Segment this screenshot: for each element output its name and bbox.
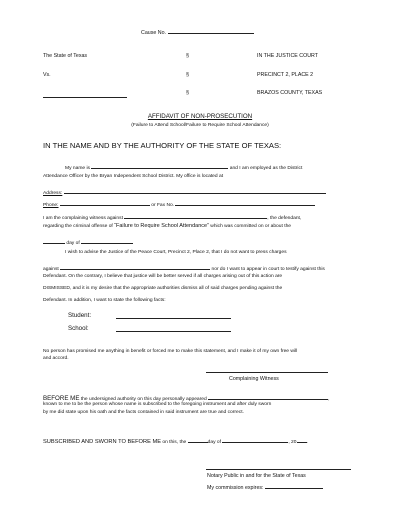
school-label: School:: [68, 325, 89, 332]
sworn-line: SUBSCRIBED AND SWORN TO BEFORE ME on this, the day of , 20 .: [43, 435, 308, 445]
court-name: IN THE JUSTICE COURT: [257, 53, 319, 59]
advise-line-3: Defendant. On the contrary, I believe that justice will be better served if all charges arising out of this action are: [43, 274, 283, 279]
notary-signature-blank[interactable]: [206, 469, 351, 470]
promise-line-1: No person has promised me anything in benefit or forced me to make this statement, and I make it of my own free will: [43, 349, 298, 354]
court-precinct: PRECINCT 2, PLACE 2: [257, 72, 314, 78]
defendant-name-blank[interactable]: [43, 97, 127, 98]
offense-line: regarding the criminal offense of “Failure to Require School Attendance” which was committed on or about the: [43, 223, 292, 229]
fax-blank[interactable]: [175, 198, 315, 206]
cause-number-label: Cause No.: [141, 30, 167, 36]
affiant-name-blank[interactable]: [91, 161, 228, 169]
offense-day-blank[interactable]: [43, 236, 65, 244]
fax-label: or Fax No.: [151, 203, 175, 208]
witness-signature-blank[interactable]: [206, 372, 328, 373]
name-line: My name is and I am employed as the District: [65, 161, 302, 171]
address-label: Address:: [43, 191, 63, 196]
before-me-line-3: by me did state upon his oath and the facts contained in said instrument are true and correct.: [43, 410, 244, 415]
cause-number-blank[interactable]: [168, 26, 254, 34]
officer-line: Attendance Officer by the Bryan Independent School District. My office is located at: [43, 174, 224, 179]
student-blank[interactable]: [116, 318, 231, 319]
defendant-blank[interactable]: [124, 211, 267, 219]
section-symbol: §: [186, 90, 189, 96]
before-me-line-2: known to me to be the person whose name is subscribed to the foregoing instrument and after duly sworn: [43, 402, 272, 407]
sworn-lead: SUBSCRIBED AND SWORN TO BEFORE ME: [43, 439, 161, 445]
commission-expires-blank[interactable]: [265, 481, 323, 489]
notary-line-1: Notary Public in and for the State of Texas: [207, 473, 306, 479]
appeared-name-blank[interactable]: [208, 392, 328, 400]
court-county: BRAZOS COUNTY, TEXAS: [257, 90, 323, 96]
cause-number-line: [141, 26, 254, 36]
section-symbol: §: [186, 53, 189, 59]
section-symbol: §: [186, 72, 189, 78]
address-line: [43, 186, 326, 196]
caption-left-party: The State of Texas: [43, 53, 88, 59]
before-me-line-1: BEFORE ME the undersigned authority on this day personally appeared ,: [43, 392, 329, 402]
sworn-month-blank[interactable]: [222, 435, 288, 443]
notary-line-2: My commission expires:: [207, 481, 323, 491]
offense-month-blank[interactable]: [81, 236, 133, 244]
advise-line-4: DISMISSED, and it is my desire that the appropriate authorities dismiss all of said charges pending against the: [43, 286, 283, 291]
against-blank[interactable]: [60, 262, 210, 270]
caption-versus: Vs.: [43, 72, 51, 78]
before-me-lead: BEFORE ME: [43, 395, 80, 402]
offense-name: “Failure to Require School Attendance”: [114, 223, 209, 229]
advise-line-1: I wish to advise the Justice of the Peace Court, Precinct 2, Place 2, that I do not want to press charges: [65, 250, 287, 255]
witness-line: I am the complaining witness against , the defendant,: [43, 211, 301, 221]
student-label: Student:: [68, 312, 92, 319]
phone-label: Phone:: [43, 203, 59, 208]
document-subtitle: (Failure to Attend School/Failure to Require School Attendance): [131, 123, 269, 128]
day-of-line: day of: [43, 236, 133, 246]
document-title: AFFIDAVIT OF NON-PROSECUTION: [147, 113, 253, 120]
authority-heading: IN THE NAME AND BY THE AUTHORITY OF THE STATE OF TEXAS:: [43, 141, 282, 150]
phone-line: [43, 198, 315, 208]
advise-line-5: Defendant. In addition, I want to state the following facts:: [43, 298, 166, 303]
sworn-year-blank[interactable]: [297, 435, 307, 443]
promise-line-2: and accord.: [43, 356, 69, 361]
complaining-witness-label: Complaining Witness: [229, 376, 279, 382]
address-blank[interactable]: [64, 186, 326, 194]
phone-blank[interactable]: [60, 198, 150, 206]
school-blank[interactable]: [116, 331, 231, 332]
sworn-day-blank[interactable]: [188, 435, 208, 443]
advise-line-2: against nor do I want to appear in court to testify against this: [43, 262, 325, 272]
